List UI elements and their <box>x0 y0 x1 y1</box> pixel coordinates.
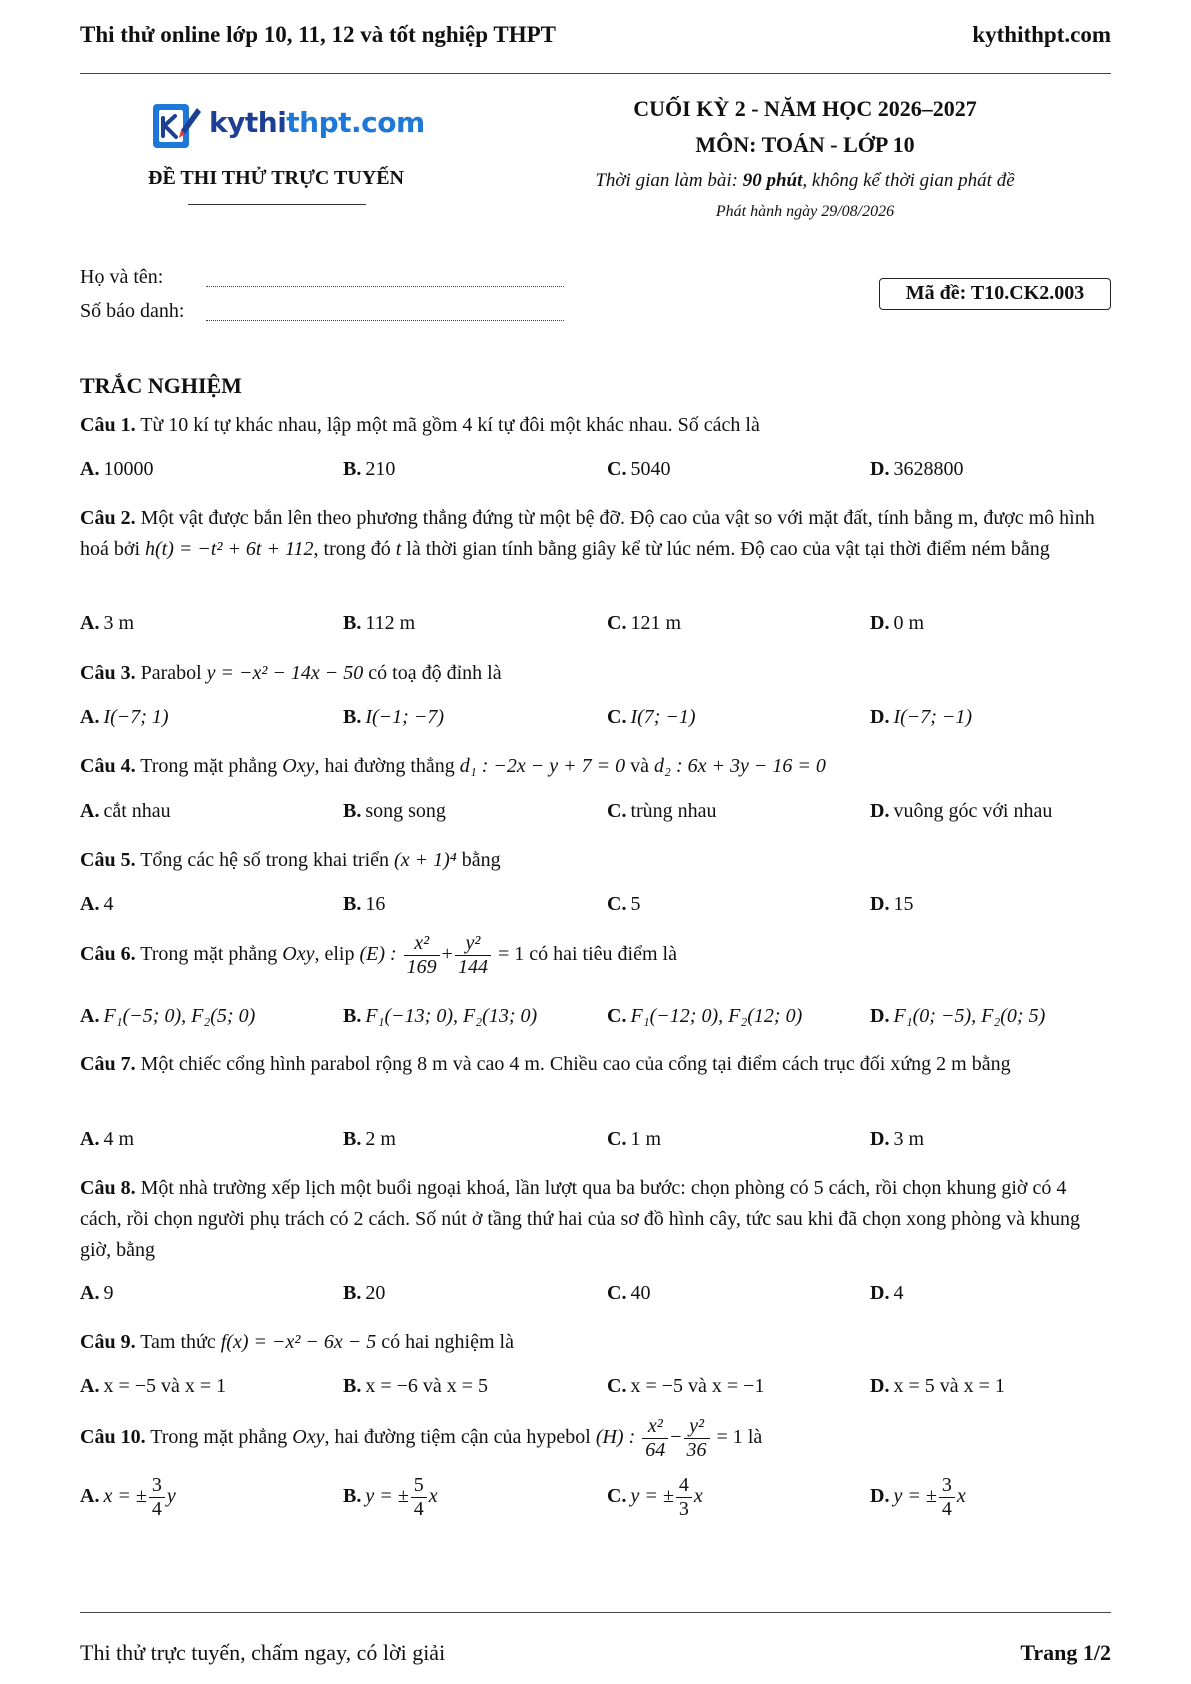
question-text: Một nhà trường xếp lịch một buổi ngoại khoá, lần lượt qua ba bước: chọn phòng có 5 cách, rồi chọn khung giờ có 4 cách, rồi chọn người phụ trách có 2 cách. Số nút ở tầng thứ hai của sơ đồ hình cây, tức sau khi đã chọn xong phòng và khung giờ, bằng <box>80 1177 1080 1261</box>
option-label: D. <box>870 706 890 728</box>
option-text: I(−7; 1) <box>103 706 169 728</box>
question-text: , hai đường thẳng <box>314 755 460 777</box>
fraction <box>404 932 440 979</box>
option-a[interactable] <box>80 796 171 826</box>
option-text: 4 m <box>103 1128 135 1150</box>
option-a[interactable] <box>80 1278 113 1308</box>
question-10 <box>80 1415 1111 1462</box>
student-id-field[interactable] <box>206 300 564 321</box>
option-label: B. <box>343 1282 362 1304</box>
option-c[interactable] <box>607 1474 703 1521</box>
option-a[interactable] <box>80 454 153 484</box>
option-b[interactable] <box>343 1474 438 1521</box>
question-text: , elip <box>314 943 360 966</box>
formula: x <box>693 1485 703 1508</box>
option-text: F₁(0; −5), F₂(0; 5) <box>893 1005 1046 1027</box>
header-divider <box>80 73 1111 74</box>
question-9 <box>80 1327 1111 1358</box>
question-text: Parabol <box>140 662 207 684</box>
option-label: B. <box>343 458 362 480</box>
numerator: y² <box>684 1415 710 1439</box>
question-label: Câu 1. <box>80 414 136 436</box>
footer-divider <box>80 1612 1111 1613</box>
option-label: D. <box>870 1005 890 1027</box>
option-label: A. <box>80 1128 100 1150</box>
fraction <box>676 1474 692 1521</box>
option-label: B. <box>343 706 362 728</box>
question-label: Câu 3. <box>80 662 136 684</box>
option-text: 3628800 <box>893 458 964 480</box>
option-a[interactable] <box>80 1124 134 1154</box>
option-d[interactable] <box>870 608 924 638</box>
option-d[interactable] <box>870 1001 1045 1031</box>
option-label: A. <box>80 706 100 728</box>
option-text: trùng nhau <box>630 800 717 822</box>
option-label: B. <box>343 1485 362 1508</box>
logo-part-1: kythi <box>209 106 287 139</box>
question-text: , hai đường tiệm cận của hypebol <box>324 1426 596 1449</box>
option-c[interactable] <box>607 454 670 484</box>
formula: Oxy <box>292 1426 325 1449</box>
option-b[interactable] <box>343 702 444 732</box>
question-text: , trong đó <box>313 538 396 560</box>
option-label: A. <box>80 612 100 634</box>
option-text: F₁(−5; 0), F₂(5; 0) <box>103 1005 256 1027</box>
option-text: x = −5 và x = −1 <box>630 1375 765 1397</box>
fraction <box>149 1474 165 1521</box>
numerator: 4 <box>676 1474 692 1498</box>
option-d[interactable] <box>870 454 963 484</box>
logo-wordmark <box>209 106 425 139</box>
option-text: song song <box>365 800 446 822</box>
numerator: x² <box>642 1415 668 1439</box>
fraction <box>455 932 491 979</box>
option-label: A. <box>80 1005 100 1027</box>
formula: Oxy <box>282 755 315 777</box>
option-c[interactable] <box>607 608 681 638</box>
operator: − <box>670 1426 682 1449</box>
option-a[interactable] <box>80 889 113 919</box>
option-text: I(7; −1) <box>630 706 696 728</box>
question-1 <box>80 410 1111 441</box>
question-text: Một vật được bắn lên theo phương thẳng đứng từ một bệ đỡ. Độ cao của vật so với mặt đất, tính bằng m, được mô hình hoá bởi <box>80 507 1095 560</box>
name-label: Họ và tên: <box>80 266 164 288</box>
question-label: Câu 5. <box>80 849 136 871</box>
question-label: Câu 10. <box>80 1426 146 1449</box>
denominator: 36 <box>686 1439 707 1461</box>
formula: y = −x² − 14x − 50 <box>206 662 364 684</box>
option-text: x = −6 và x = 5 <box>365 1375 489 1397</box>
subtitle-underline <box>188 204 366 205</box>
option-label: C. <box>607 1485 627 1508</box>
option-label: C. <box>607 1005 627 1027</box>
option-label: B. <box>343 893 362 915</box>
duration-suffix: , không kể thời gian phát đề <box>802 170 1015 191</box>
option-label: D. <box>870 800 890 822</box>
question-2 <box>80 503 1111 565</box>
option-label: B. <box>343 1005 362 1027</box>
question-6 <box>80 932 1111 979</box>
question-text: Một chiếc cổng hình parabol rộng 8 m và cao 4 m. Chiều cao của cổng tại điểm cách trục đối xứng 2 m bằng <box>140 1053 1011 1075</box>
exam-title: CUỐI KỲ 2 - NĂM HỌC 2026–2027 <box>633 96 977 121</box>
denominator: 4 <box>413 1498 424 1520</box>
option-label: D. <box>870 1128 890 1150</box>
option-c[interactable] <box>607 889 640 919</box>
exam-subject: MÔN: TOÁN - LỚP 10 <box>695 132 915 157</box>
formula: f(x) = −x² − 6x − 5 <box>220 1331 377 1353</box>
exam-duration <box>540 170 1070 192</box>
fraction <box>684 1415 710 1462</box>
denominator: 3 <box>678 1498 689 1520</box>
option-label: D. <box>870 1485 890 1508</box>
option-label: D. <box>870 893 890 915</box>
question-text: Tổng các hệ số trong khai triển <box>140 849 395 871</box>
option-label: B. <box>343 1128 362 1150</box>
option-text: 5040 <box>630 458 671 480</box>
numerator: 3 <box>149 1474 165 1498</box>
denominator: 4 <box>151 1498 162 1520</box>
option-label: A. <box>80 1375 100 1397</box>
fraction <box>939 1474 955 1521</box>
option-b[interactable] <box>343 454 395 484</box>
option-c[interactable] <box>607 702 696 732</box>
question-label: Câu 2. <box>80 507 136 529</box>
option-text: 121 m <box>630 612 682 634</box>
denominator: 169 <box>406 956 437 978</box>
exam-type: ĐỀ THI THỬ TRỰC TUYẾN <box>148 167 404 189</box>
option-b[interactable] <box>343 1001 537 1031</box>
option-d[interactable] <box>870 1371 1005 1401</box>
option-label: C. <box>607 800 627 822</box>
option-text: vuông góc với nhau <box>893 800 1053 822</box>
question-text: có toạ độ đỉnh là <box>363 662 502 684</box>
option-text: 0 m <box>893 612 925 634</box>
option-text: cắt nhau <box>103 800 171 822</box>
numerator: 3 <box>939 1474 955 1498</box>
section-title: TRẮC NGHIỆM <box>80 373 242 398</box>
formula: Oxy <box>282 943 315 966</box>
question-text: bằng <box>456 849 501 871</box>
option-text: 15 <box>893 893 914 915</box>
option-d[interactable] <box>870 702 972 732</box>
numerator: y² <box>455 932 491 956</box>
option-label: C. <box>607 893 627 915</box>
formula: y = ± <box>630 1485 674 1508</box>
question-label: Câu 8. <box>80 1177 136 1199</box>
operator: = 1 <box>716 1426 743 1449</box>
option-b[interactable] <box>343 889 385 919</box>
option-b[interactable] <box>343 1124 396 1154</box>
duration-prefix: Thời gian làm bài: <box>595 170 743 191</box>
question-7 <box>80 1049 1111 1080</box>
option-a[interactable] <box>80 702 169 732</box>
option-text: I(−7; −1) <box>893 706 973 728</box>
question-text: có hai nghiệm là <box>376 1331 514 1353</box>
option-text: 112 m <box>365 612 416 634</box>
option-text: 4 <box>103 893 114 915</box>
option-b[interactable] <box>343 796 446 826</box>
option-label: A. <box>80 458 100 480</box>
option-label: D. <box>870 612 890 634</box>
option-label: A. <box>80 1485 100 1508</box>
denominator: 4 <box>941 1498 952 1520</box>
formula: d₁ : −2x − y + 7 = 0 <box>459 755 626 777</box>
header-site[interactable]: kythithpt.com <box>972 22 1111 47</box>
option-text: x = 5 và x = 1 <box>893 1375 1005 1397</box>
option-label: D. <box>870 458 890 480</box>
operator: + <box>441 943 453 966</box>
denominator: 144 <box>457 956 488 978</box>
release-date: Phát hành ngày 29/08/2026 <box>715 203 895 220</box>
option-d[interactable] <box>870 796 1052 826</box>
option-c[interactable] <box>607 1371 764 1401</box>
question-text: Trong mặt phẳng <box>150 1426 293 1449</box>
option-b[interactable] <box>343 608 415 638</box>
option-label: A. <box>80 893 100 915</box>
option-label: C. <box>607 1282 627 1304</box>
formula: y = ± <box>893 1485 937 1508</box>
fraction <box>411 1474 427 1521</box>
option-label: A. <box>80 1282 100 1304</box>
option-c[interactable] <box>607 1278 650 1308</box>
option-b[interactable] <box>343 1371 488 1401</box>
question-label: Câu 9. <box>80 1331 136 1353</box>
option-a[interactable] <box>80 1474 176 1521</box>
formula: x = ± <box>103 1485 147 1508</box>
question-text: là thời gian tính bằng giây kể từ lúc ném. Độ cao của vật tại thời điểm ném bằng <box>401 538 1050 560</box>
option-text: 2 m <box>365 1128 396 1150</box>
numerator: x² <box>404 932 440 956</box>
formula: x <box>428 1485 438 1508</box>
formula: (H) : <box>595 1426 636 1449</box>
option-text: F₁(−13; 0), F₂(13; 0) <box>365 1005 538 1027</box>
option-b[interactable] <box>343 1278 385 1308</box>
option-text: 9 <box>103 1282 114 1304</box>
student-id-label: Số báo danh: <box>80 300 185 322</box>
option-text: I(−1; −7) <box>365 706 444 728</box>
option-text: 40 <box>630 1282 651 1304</box>
fraction <box>642 1415 668 1462</box>
option-label: C. <box>607 1375 627 1397</box>
formula: d₂ : 6x + 3y − 16 = 0 <box>654 755 826 777</box>
site-logo <box>151 100 425 152</box>
question-text: Trong mặt phẳng <box>140 755 283 777</box>
formula: h(t) = −t² + 6t + 112 <box>145 538 314 560</box>
question-text: Tam thức <box>140 1331 221 1353</box>
option-text: 10000 <box>103 458 154 480</box>
option-c[interactable] <box>607 796 717 826</box>
option-text: 20 <box>365 1282 386 1304</box>
duration-value: 90 phút <box>742 170 803 191</box>
option-a[interactable] <box>80 1001 255 1031</box>
option-label: C. <box>607 1128 627 1150</box>
formula: (x + 1)⁴ <box>394 849 457 871</box>
option-label: B. <box>343 612 362 634</box>
option-text: x = −5 và x = 1 <box>103 1375 227 1397</box>
question-5 <box>80 845 1111 876</box>
option-text: 4 <box>893 1282 904 1304</box>
option-text: 16 <box>365 893 386 915</box>
option-text: 210 <box>365 458 396 480</box>
footer-tagline: Thi thử trực tuyến, chấm ngay, có lời giải <box>80 1640 446 1665</box>
question-4 <box>80 751 1111 782</box>
option-text: 3 m <box>103 612 135 634</box>
question-text: có hai tiêu điểm là <box>524 943 677 966</box>
option-c[interactable] <box>607 1001 802 1031</box>
variable: t <box>395 538 402 560</box>
option-d[interactable] <box>870 1278 903 1308</box>
formula: y = ± <box>365 1485 409 1508</box>
option-a[interactable] <box>80 1371 226 1401</box>
formula: x <box>956 1485 966 1508</box>
denominator: 64 <box>645 1439 666 1461</box>
option-label: B. <box>343 1375 362 1397</box>
exam-code: Mã đề: T10.CK2.003 <box>879 278 1111 310</box>
question-label: Câu 7. <box>80 1053 136 1075</box>
option-text: 1 m <box>630 1128 662 1150</box>
page-number: Trang 1/2 <box>1020 1640 1111 1665</box>
option-label: A. <box>80 800 100 822</box>
formula: y <box>166 1485 176 1508</box>
question-8 <box>80 1173 1111 1266</box>
option-text: F₁(−12; 0), F₂(12; 0) <box>630 1005 803 1027</box>
logo-part-2: thpt.com <box>286 106 425 139</box>
option-a[interactable] <box>80 608 134 638</box>
option-text: 3 m <box>893 1128 925 1150</box>
question-text: Từ 10 kí tự khác nhau, lập một mã gồm 4 kí tự đôi một khác nhau. Số cách là <box>140 414 760 436</box>
option-label: B. <box>343 800 362 822</box>
question-label: Câu 4. <box>80 755 136 777</box>
question-text: là <box>742 1426 763 1449</box>
option-c[interactable] <box>607 1124 661 1154</box>
option-label: D. <box>870 1375 890 1397</box>
option-text: 5 <box>630 893 641 915</box>
option-d[interactable] <box>870 1124 924 1154</box>
question-text: Trong mặt phẳng <box>140 943 283 966</box>
option-d[interactable] <box>870 1474 966 1521</box>
option-label: C. <box>607 612 627 634</box>
logo-icon <box>151 100 203 152</box>
option-d[interactable] <box>870 889 913 919</box>
name-field[interactable] <box>206 266 564 287</box>
option-label: C. <box>607 458 627 480</box>
option-label: D. <box>870 1282 890 1304</box>
question-label: Câu 6. <box>80 943 136 966</box>
operator: = 1 <box>497 943 525 966</box>
numerator: 5 <box>411 1474 427 1498</box>
header-title: Thi thử online lớp 10, 11, 12 và tốt nghiệp THPT <box>80 22 556 47</box>
question-text: và <box>625 755 655 777</box>
question-3 <box>80 658 1111 689</box>
formula: (E) : <box>359 943 397 966</box>
option-label: C. <box>607 706 627 728</box>
